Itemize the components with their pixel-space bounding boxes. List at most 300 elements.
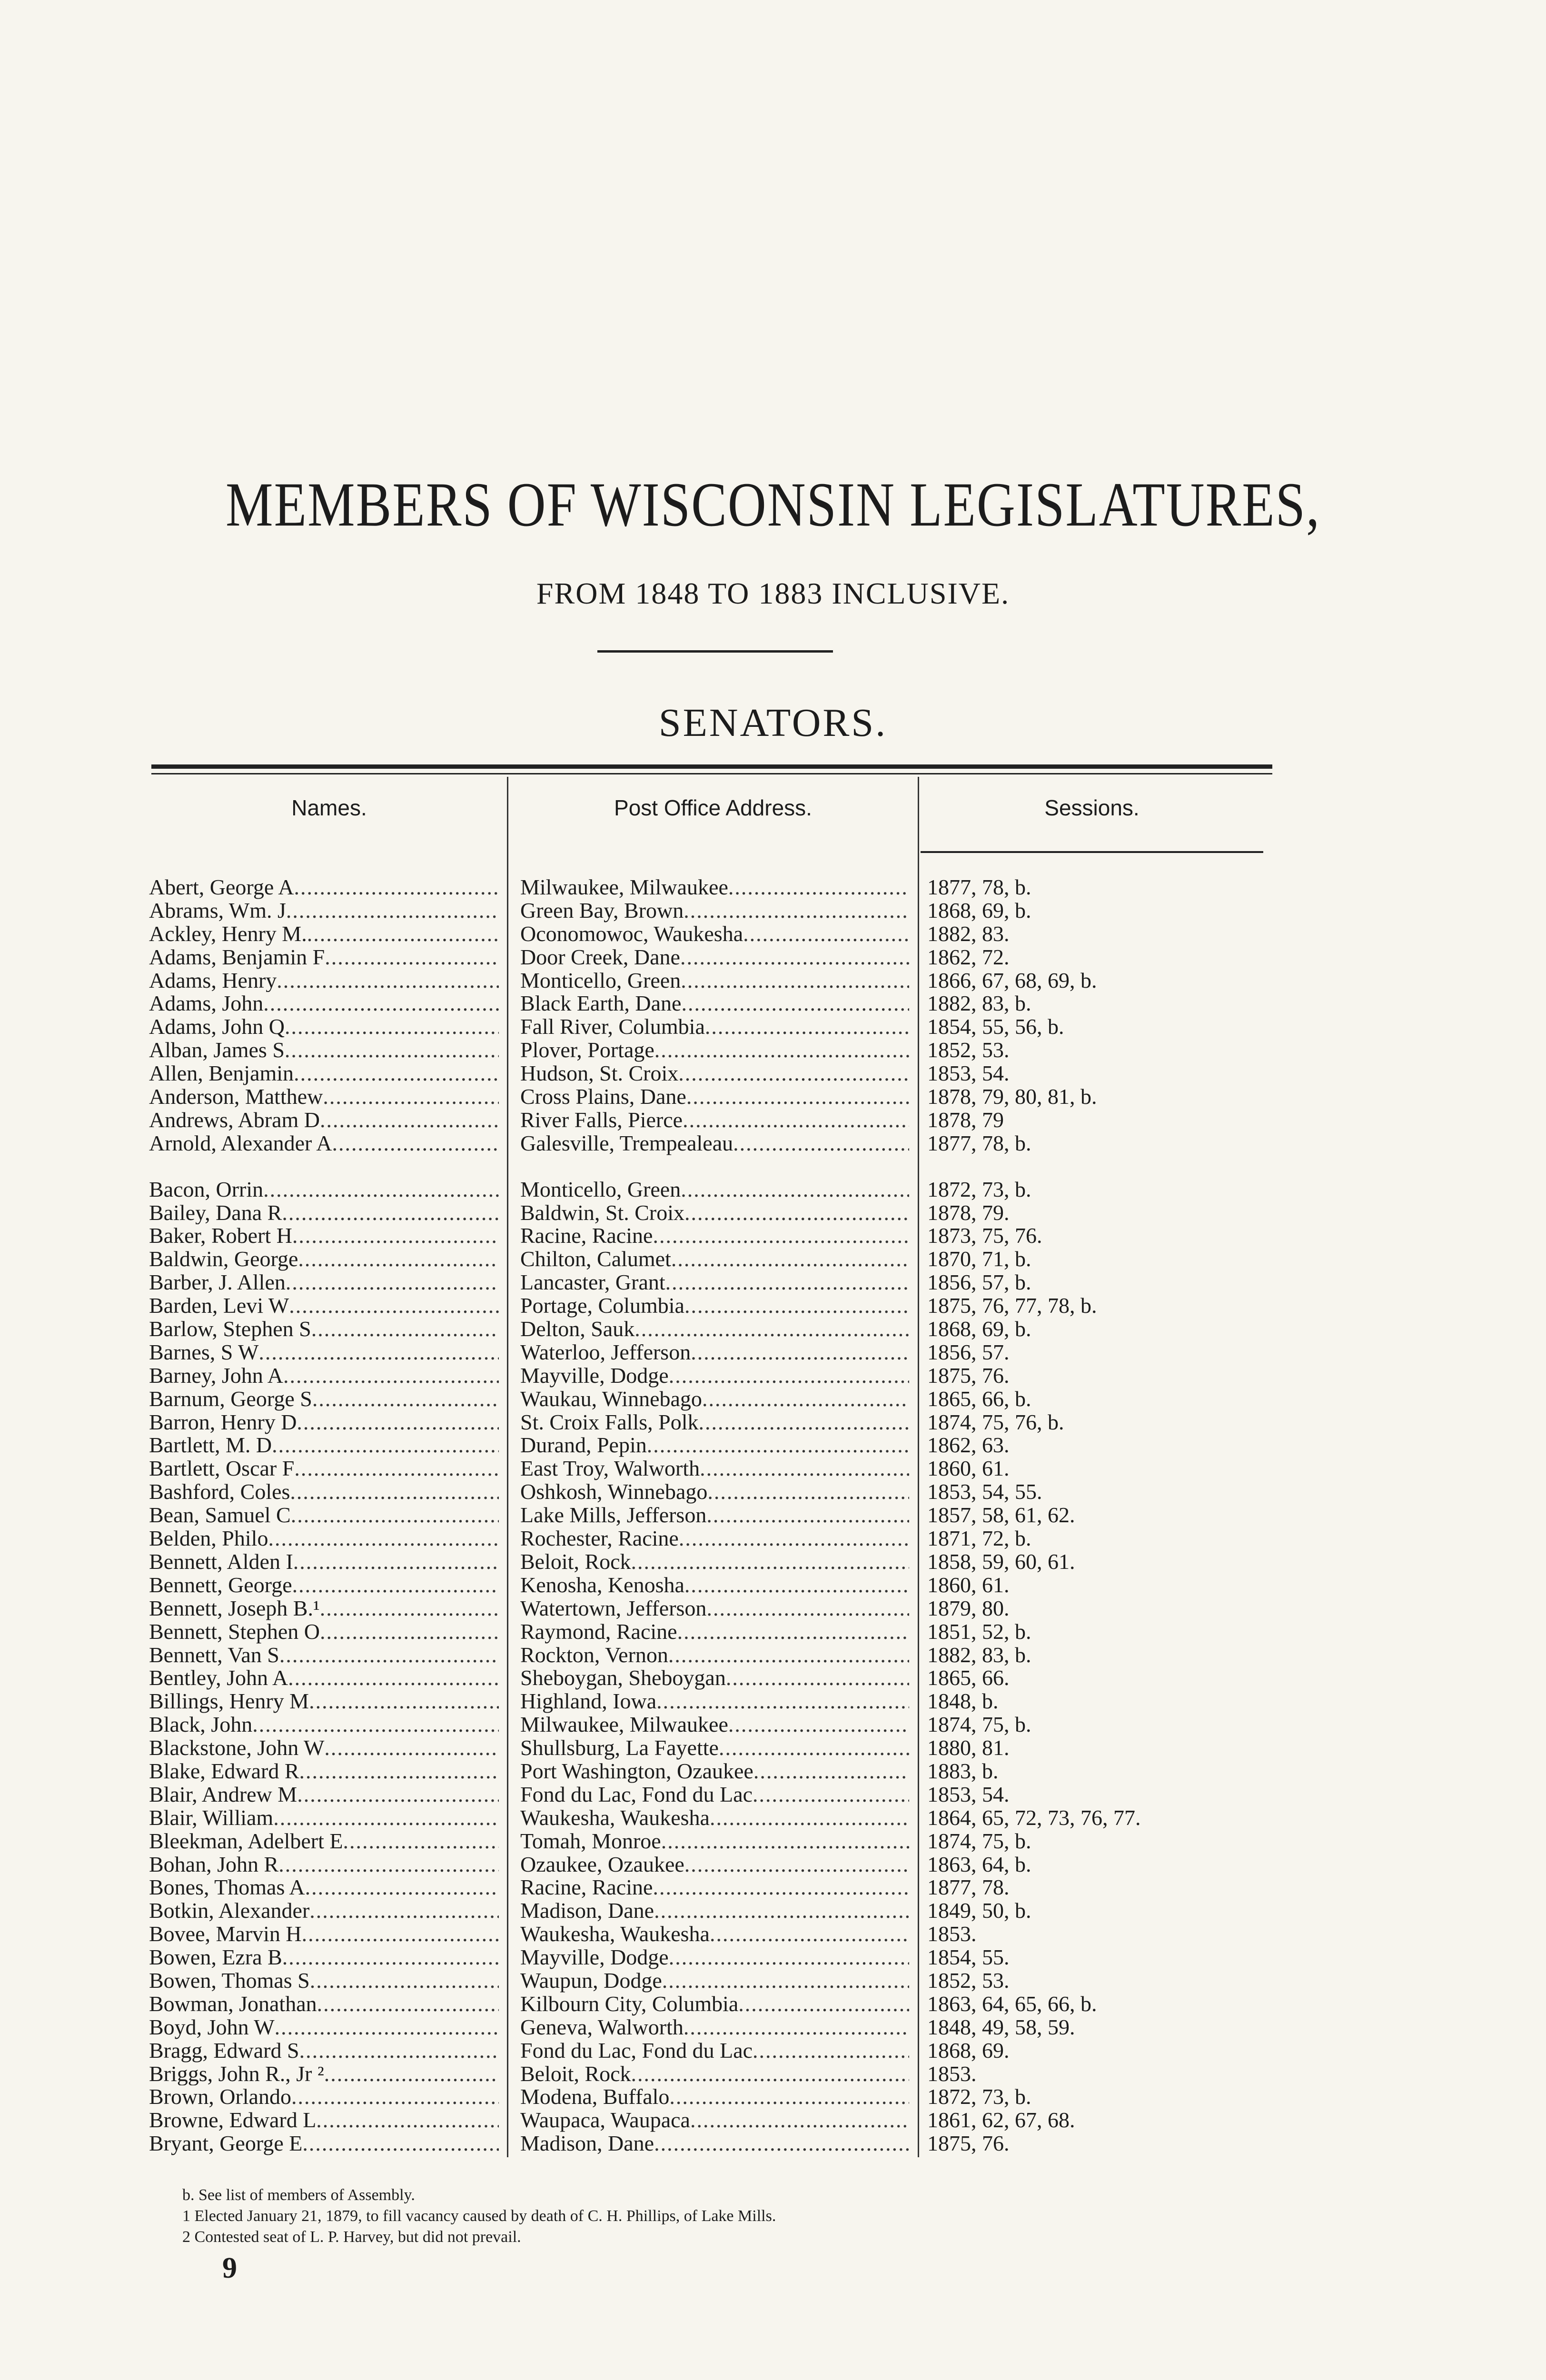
sessions-text: 1870, 71, b.: [927, 1248, 1031, 1271]
senator-name-text: Baldwin, George: [149, 1248, 298, 1271]
leader-dots: [684, 1853, 909, 1876]
leader-dots: [309, 1690, 499, 1713]
senator-name-text: Abrams, Wm. J: [149, 899, 286, 922]
post-office-address-text: Cross Plains, Dane: [520, 1085, 686, 1109]
sessions-text: 1856, 57.: [927, 1340, 1010, 1364]
table-row: [0, 1899, 1546, 1923]
senator-name: [149, 1969, 499, 1993]
leader-dots: [738, 1993, 909, 2016]
leader-dots: [706, 1597, 909, 1620]
table-row: [0, 2063, 1546, 2086]
leader-dots: [294, 876, 499, 899]
sessions-text: 1856, 57, b.: [927, 1271, 1031, 1295]
sessions-text: 1873, 75, 76.: [927, 1224, 1042, 1248]
leader-dots: [286, 899, 499, 922]
senator-name-text: Adams, Henry: [149, 969, 277, 992]
post-office-address-text: Monticello, Green: [520, 1178, 681, 1201]
post-office-address-text: Kilbourn City, Columbia: [520, 1992, 739, 2016]
sessions: [927, 1480, 1260, 1504]
table-row: [0, 2132, 1546, 2155]
page-title: MEMBERS OF WISCONSIN LEGISLATURES,: [226, 470, 1320, 540]
post-office-address-text: Durand, Pepin: [520, 1434, 647, 1458]
sessions: [927, 1434, 1260, 1457]
sessions-text: 1871, 72, b.: [927, 1527, 1031, 1550]
sessions-text: 1853, 54.: [927, 1783, 1010, 1806]
leader-dots: [668, 1644, 909, 1667]
leader-dots: [297, 1783, 499, 1806]
table-top-rule: [151, 764, 1272, 769]
senator-name: [149, 1644, 499, 1667]
leader-dots: [332, 1132, 499, 1155]
leader-dots: [733, 1132, 909, 1155]
senator-name: [149, 1666, 499, 1690]
leader-dots: [273, 1806, 499, 1830]
sessions: [927, 922, 1260, 946]
sessions-text: 1854, 55, 56, b.: [927, 1015, 1064, 1039]
senator-name: [149, 1224, 499, 1248]
post-office-address: [520, 2085, 909, 2109]
sessions: [927, 1388, 1260, 1411]
table-row: [0, 2085, 1546, 2109]
table-row: [0, 1853, 1546, 1876]
leader-dots: [700, 1457, 909, 1480]
table-row: [0, 1294, 1546, 1318]
leader-dots: [263, 1178, 499, 1201]
senator-name-text: Bennett, Stephen O: [149, 1620, 320, 1644]
leader-dots: [320, 1109, 499, 1132]
leader-dots: [297, 1411, 499, 1434]
senator-name-text: Bennett, Van S: [149, 1643, 279, 1667]
senator-name: [149, 2063, 499, 2086]
leader-dots: [302, 2132, 499, 2155]
post-office-address: [520, 1550, 909, 1574]
sessions: [927, 2039, 1260, 2063]
section-heading: SENATORS.: [658, 701, 888, 745]
senator-name-text: Anderson, Matthew: [149, 1085, 323, 1109]
sessions-text: 1872, 73, b.: [927, 1178, 1031, 1201]
senator-name-text: Adams, John: [149, 992, 264, 1016]
post-office-address-text: Waupaca, Waupaca: [520, 2109, 690, 2132]
table-row: [0, 1109, 1546, 1132]
post-office-address-text: Oshkosh, Winnebago: [520, 1480, 708, 1504]
post-office-address-text: Waupun, Dodge: [520, 1969, 662, 1993]
table-row: [0, 1690, 1546, 1713]
senator-name-text: Bean, Samuel C: [149, 1504, 291, 1527]
post-office-address-text: Geneva, Walworth: [520, 2015, 684, 2039]
senator-name-text: Ackley, Henry M.: [149, 922, 307, 946]
page-number: 9: [222, 2252, 237, 2284]
senator-name-text: Blackstone, John W: [149, 1736, 325, 1760]
leader-dots: [277, 969, 499, 992]
senator-name: [149, 1923, 499, 1946]
sessions: [927, 1550, 1260, 1574]
header-address: Post Office Address.: [614, 795, 812, 820]
post-office-address-text: Sheboygan, Sheboygan: [520, 1666, 726, 1690]
post-office-address: [520, 1899, 909, 1923]
sessions-text: 1860, 61.: [927, 1573, 1010, 1597]
leader-dots: [299, 1760, 499, 1783]
post-office-address: [520, 1574, 909, 1597]
senator-name-text: Boyd, John W: [149, 2015, 275, 2039]
post-office-address-text: Oconomowoc, Waukesha: [520, 922, 743, 946]
senator-name: [149, 1015, 499, 1039]
table-row: [0, 1969, 1546, 1993]
senator-name: [149, 922, 499, 946]
post-office-address: [520, 1946, 909, 1969]
sessions: [927, 1062, 1260, 1085]
senator-name: [149, 1806, 499, 1830]
leader-dots: [263, 992, 499, 1015]
table-row: [0, 992, 1546, 1015]
sessions-text: 1853, 54.: [927, 1062, 1010, 1086]
post-office-address-text: Milwaukee, Milwaukee: [520, 1713, 728, 1737]
senator-name: [149, 876, 499, 899]
table-row: [0, 1574, 1546, 1597]
post-office-address-text: Watertown, Jefferson: [520, 1597, 707, 1620]
sessions: [927, 1993, 1260, 2016]
sessions-text: 1882, 83, b.: [927, 992, 1031, 1016]
senator-name-text: Blair, Andrew M: [149, 1783, 297, 1806]
sessions-text: 1866, 67, 68, 69, b.: [927, 969, 1097, 992]
senator-name: [149, 1411, 499, 1434]
senator-name: [149, 1109, 499, 1132]
post-office-address: [520, 1853, 909, 1876]
leader-dots: [320, 1620, 499, 1644]
table-row: [0, 1411, 1546, 1434]
post-office-address: [520, 1644, 909, 1667]
leader-dots: [706, 1504, 909, 1527]
senator-name: [149, 1085, 499, 1109]
sessions-text: 1863, 64, b.: [927, 1853, 1031, 1876]
table-row: [0, 1830, 1546, 1853]
leader-dots: [662, 1969, 909, 1993]
senator-name-text: Browne, Edward L: [149, 2109, 317, 2132]
sessions-text: 1879, 80.: [927, 1597, 1010, 1620]
leader-dots: [679, 1527, 909, 1550]
sessions-text: 1875, 76.: [927, 1364, 1010, 1388]
senator-name-text: Alban, James S: [149, 1039, 285, 1062]
post-office-address: [520, 1923, 909, 1946]
post-office-address: [520, 1690, 909, 1713]
table-row: [0, 2039, 1546, 2063]
senator-name-text: Bones, Thomas A: [149, 1876, 305, 1900]
table-top-rule-thin: [151, 773, 1272, 774]
senator-name: [149, 1527, 499, 1550]
senator-name: [149, 2016, 499, 2039]
post-office-address: [520, 1318, 909, 1341]
leader-dots: [258, 1341, 499, 1364]
footnote-b: b. See list of members of Assembly.: [182, 2186, 415, 2204]
leader-dots: [677, 1620, 909, 1644]
post-office-address: [520, 1830, 909, 1853]
leader-dots: [324, 1736, 499, 1760]
footnotes: [182, 2185, 776, 2248]
sessions-text: 1868, 69.: [927, 2039, 1010, 2063]
post-office-address: [520, 1806, 909, 1830]
senator-name-text: Bowen, Thomas S: [149, 1969, 310, 1993]
leader-dots: [726, 1666, 909, 1690]
post-office-address: [520, 1969, 909, 1993]
senator-name: [149, 1760, 499, 1783]
table-row: [0, 1993, 1546, 2016]
sessions: [927, 1806, 1260, 1830]
sessions-text: 1848, b.: [927, 1690, 999, 1714]
table-row: [0, 1504, 1546, 1527]
sessions: [927, 1271, 1260, 1294]
leader-dots: [311, 1318, 499, 1341]
senator-name-text: Barron, Henry D: [149, 1410, 297, 1434]
leader-dots: [292, 1224, 499, 1248]
senator-name-text: Blair, William: [149, 1806, 274, 1830]
table-row: [0, 1480, 1546, 1504]
senator-name: [149, 1062, 499, 1085]
post-office-address-text: Waukesha, Waukesha: [520, 1923, 710, 1946]
senator-name: [149, 1271, 499, 1294]
leader-dots: [691, 1341, 909, 1364]
leader-dots: [278, 1853, 499, 1876]
sessions: [927, 1760, 1260, 1783]
senator-name-text: Bailey, Dana R: [149, 1201, 282, 1225]
post-office-address-text: Lake Mills, Jefferson: [520, 1504, 707, 1527]
post-office-address-text: Port Washington, Ozaukee: [520, 1759, 753, 1783]
post-office-address: [520, 1527, 909, 1550]
senator-name-text: Bowen, Ezra B: [149, 1946, 282, 1969]
leader-dots: [684, 899, 909, 922]
post-office-address: [520, 1597, 909, 1620]
senator-name: [149, 1876, 499, 1899]
leader-dots: [753, 1760, 909, 1783]
header-names: Names.: [291, 795, 367, 820]
table-row: [0, 1085, 1546, 1109]
table-row: [0, 1550, 1546, 1574]
post-office-address-text: Hudson, St. Croix: [520, 1062, 679, 1086]
table-row: [0, 1644, 1546, 1667]
title-divider: [597, 650, 833, 653]
post-office-address: [520, 1015, 909, 1039]
leader-dots: [728, 876, 909, 899]
sessions-text: 1878, 79.: [927, 1201, 1010, 1225]
leader-dots: [293, 1550, 499, 1574]
post-office-address: [520, 2132, 909, 2155]
senator-name-text: Adams, Benjamin F: [149, 945, 325, 969]
leader-dots: [647, 1434, 909, 1457]
table-row: [0, 1364, 1546, 1388]
post-office-address: [520, 1713, 909, 1736]
leader-dots: [683, 1109, 909, 1132]
sessions-text: 1877, 78, b.: [927, 1131, 1031, 1155]
table-row: [0, 1713, 1546, 1736]
table-row: [0, 1457, 1546, 1480]
sessions-text: 1865, 66.: [927, 1666, 1010, 1690]
leader-dots: [669, 2085, 909, 2109]
leader-dots: [283, 1364, 499, 1388]
table-row: [0, 2109, 1546, 2132]
table-row: [0, 1666, 1546, 1690]
senator-name: [149, 1364, 499, 1388]
sessions-text: 1874, 75, b.: [927, 1829, 1031, 1853]
sessions: [927, 946, 1260, 969]
post-office-address-text: Mayville, Dodge: [520, 1364, 669, 1388]
senator-name: [149, 1248, 499, 1271]
post-office-address-text: Rockton, Vernon: [520, 1643, 668, 1667]
sessions: [927, 1364, 1260, 1388]
sessions: [927, 1830, 1260, 1853]
table-row: [0, 1178, 1546, 1201]
sessions-text: 1875, 76.: [927, 2132, 1010, 2156]
table-row: [0, 1527, 1546, 1550]
post-office-address-text: Black Earth, Dane: [520, 992, 682, 1016]
post-office-address: [520, 946, 909, 969]
table-row: [0, 1806, 1546, 1830]
post-office-address: [520, 1224, 909, 1248]
leader-dots: [305, 1876, 499, 1899]
post-office-address-text: Modena, Buffalo: [520, 2085, 670, 2109]
senator-name: [149, 1690, 499, 1713]
leader-dots: [684, 1201, 909, 1225]
senator-name-text: Barber, J. Allen: [149, 1271, 286, 1295]
senator-name: [149, 1993, 499, 2016]
post-office-address-text: Waukesha, Waukesha: [520, 1806, 710, 1830]
leader-dots: [252, 1713, 499, 1736]
sessions: [927, 1783, 1260, 1806]
leader-dots: [290, 1480, 499, 1504]
leader-dots: [669, 1946, 909, 1969]
post-office-address-text: Milwaukee, Milwaukee: [520, 876, 728, 899]
leader-dots: [282, 1201, 499, 1225]
post-office-address: [520, 1434, 909, 1457]
table-row: [0, 1760, 1546, 1783]
senator-name-text: Bartlett, Oscar F: [149, 1457, 295, 1481]
post-office-address-text: Kenosha, Kenosha: [520, 1573, 684, 1597]
sessions-text: 1882, 83, b.: [927, 1643, 1031, 1667]
sessions: [927, 1876, 1260, 1899]
leader-dots: [631, 1550, 909, 1574]
sessions: [927, 1318, 1260, 1341]
table-row: [0, 876, 1546, 899]
leader-dots: [299, 2039, 499, 2063]
senator-name-text: Bovee, Marvin H: [149, 1923, 302, 1946]
senator-name: [149, 1039, 499, 1062]
table-row: [0, 1341, 1546, 1364]
senator-name: [149, 946, 499, 969]
table-row: [0, 1434, 1546, 1457]
senator-name-text: Arnold, Alexander A: [149, 1131, 332, 1155]
senator-name-text: Blake, Edward R: [149, 1759, 299, 1783]
leader-dots: [743, 922, 909, 946]
sessions-text: 1875, 76, 77, 78, b.: [927, 1294, 1097, 1318]
sessions: [927, 1132, 1260, 1155]
senator-name: [149, 2109, 499, 2132]
post-office-address-text: Lancaster, Grant: [520, 1271, 665, 1295]
post-office-address-text: Baldwin, St. Croix: [520, 1201, 685, 1225]
table-row: [0, 1271, 1546, 1294]
leader-dots: [681, 1178, 909, 1201]
senator-name: [149, 1736, 499, 1760]
leader-dots: [669, 1364, 909, 1388]
senator-name-text: Bowman, Jonathan: [149, 1992, 317, 2016]
sessions: [927, 899, 1260, 922]
leader-dots: [317, 1993, 499, 2016]
sessions: [927, 2132, 1260, 2155]
sessions-text: 1864, 65, 72, 73, 76, 77.: [927, 1806, 1141, 1830]
sessions: [927, 1923, 1260, 1946]
post-office-address-text: Racine, Racine: [520, 1224, 653, 1248]
post-office-address-text: Madison, Dane: [520, 1899, 654, 1923]
post-office-address: [520, 1341, 909, 1364]
leader-dots: [684, 1294, 909, 1318]
post-office-address: [520, 1201, 909, 1225]
sessions: [927, 1039, 1260, 1062]
post-office-address-text: Madison, Dane: [520, 2132, 654, 2156]
table-row: [0, 1620, 1546, 1644]
post-office-address: [520, 1062, 909, 1085]
sessions-text: 1853.: [927, 2062, 977, 2086]
sessions: [927, 1015, 1260, 1039]
senator-name-text: Bragg, Edward S: [149, 2039, 299, 2063]
table-row: [0, 946, 1546, 969]
leader-dots: [707, 1480, 909, 1504]
post-office-address: [520, 1760, 909, 1783]
senator-name: [149, 1341, 499, 1364]
leader-dots: [291, 1504, 499, 1527]
sessions: [927, 1341, 1260, 1364]
sessions-text: 1883, b.: [927, 1759, 999, 1783]
senator-name: [149, 1946, 499, 1969]
leader-dots: [310, 1969, 499, 1993]
senator-name: [149, 1178, 499, 1201]
post-office-address-text: Ozaukee, Ozaukee: [520, 1853, 684, 1876]
table-row: [0, 1201, 1546, 1225]
leader-dots: [705, 1015, 909, 1039]
sessions: [927, 1644, 1260, 1667]
sessions-text: 1865, 66, b.: [927, 1387, 1031, 1411]
sessions: [927, 1597, 1260, 1620]
senator-name: [149, 1318, 499, 1341]
sessions-text: 1880, 81.: [927, 1736, 1010, 1760]
post-office-address-text: Delton, Sauk: [520, 1318, 635, 1341]
post-office-address-text: Shullsburg, La Fayette: [520, 1736, 719, 1760]
leader-dots: [653, 1876, 909, 1899]
post-office-address: [520, 1039, 909, 1062]
post-office-address: [520, 1620, 909, 1644]
sessions: [927, 1969, 1260, 1993]
senator-name-text: Bashford, Coles: [149, 1480, 290, 1504]
sessions: [927, 1109, 1260, 1132]
leader-dots: [684, 2016, 909, 2039]
leader-dots: [654, 2132, 909, 2155]
senator-name: [149, 1201, 499, 1225]
sessions-text: 1852, 53.: [927, 1969, 1010, 1993]
sessions-text: 1863, 64, 65, 66, b.: [927, 1992, 1097, 2016]
table-row: [0, 1318, 1546, 1341]
sessions-text: 1851, 52, b.: [927, 1620, 1031, 1644]
post-office-address: [520, 1736, 909, 1760]
table-row: [0, 2016, 1546, 2039]
sessions: [927, 1946, 1260, 1969]
sessions-text: 1877, 78.: [927, 1876, 1010, 1900]
leader-dots: [665, 1271, 909, 1294]
senator-name-text: Barden, Levi W: [149, 1294, 289, 1318]
leader-dots: [298, 1248, 499, 1271]
senator-name: [149, 2132, 499, 2155]
sessions: [927, 2016, 1260, 2039]
senator-name-text: Barnum, George S: [149, 1387, 312, 1411]
leader-dots: [272, 1434, 499, 1457]
table-row: [0, 1224, 1546, 1248]
post-office-address-text: Beloit, Rock: [520, 2062, 631, 2086]
table-row: [0, 1946, 1546, 1969]
post-office-address-text: East Troy, Walworth: [520, 1457, 700, 1481]
